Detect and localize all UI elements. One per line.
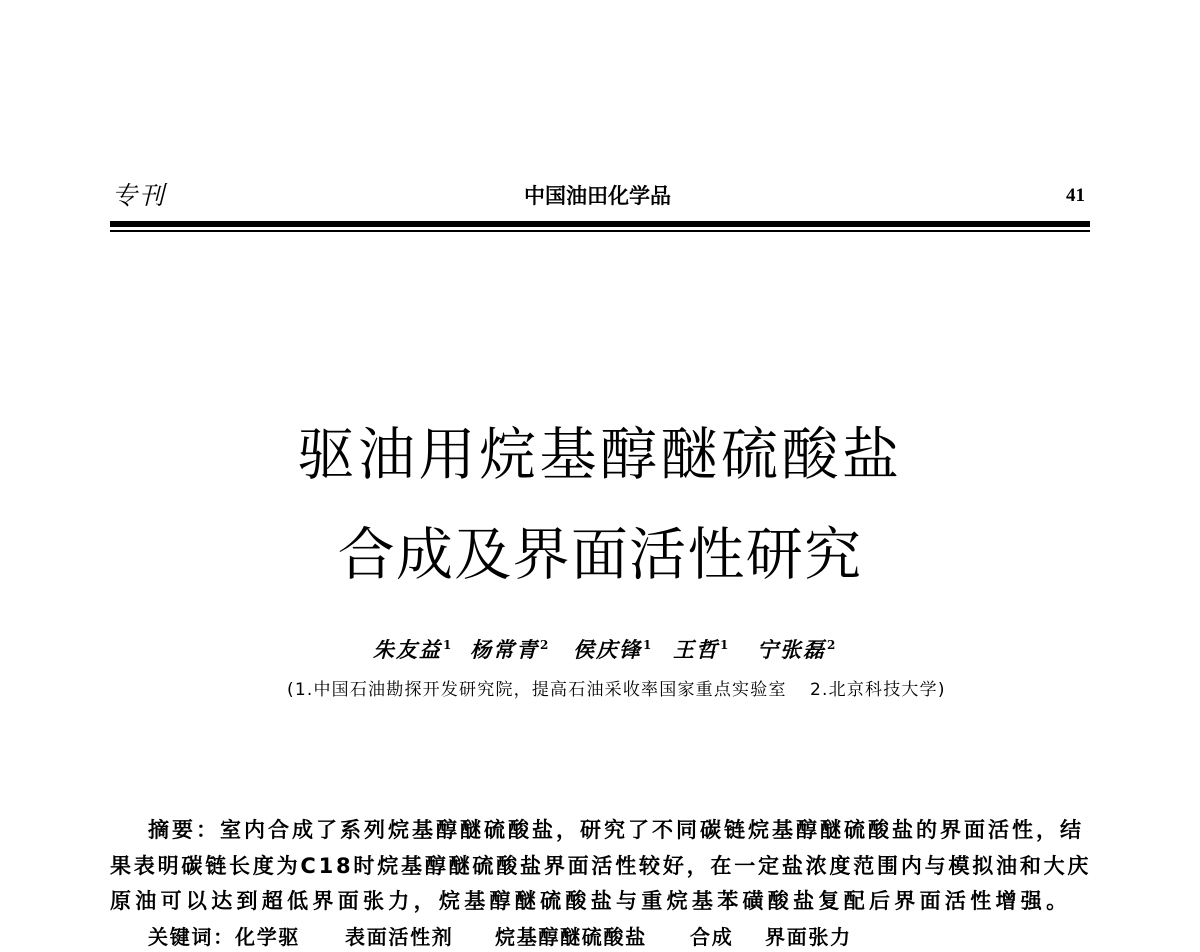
author-name: 王哲 — [673, 637, 719, 662]
author — [373, 637, 451, 666]
abstract-line — [148, 818, 1084, 842]
affiliation-marker: 2 — [827, 638, 836, 652]
affiliation-marker: 1 — [643, 638, 652, 652]
author — [573, 637, 651, 666]
affiliation-part-2: 2.北京科技大学) — [810, 680, 946, 700]
abstract-line: 果表明碳链长度为C18时烷基醇醚硫酸盐界面活性较好，在一定盐浓度范围内与模拟油和大庆 — [110, 854, 1092, 878]
header-rule-thin — [110, 230, 1090, 232]
header-rule-thick — [110, 221, 1090, 227]
running-head-journal: 中国油田化学品 — [524, 184, 671, 208]
keyword: 表面活性剂 — [345, 925, 454, 949]
article-title-line-1: 驱油用烷基醇醚硫酸盐 — [297, 422, 903, 488]
page-number: 41 — [1066, 185, 1085, 206]
keyword: 合成 — [690, 925, 734, 949]
keyword: 烷基醇醚硫酸盐 — [495, 925, 647, 949]
affiliation-marker: 1 — [720, 638, 729, 652]
author-name: 朱友益 — [373, 637, 442, 662]
affiliation-part-1: (1.中国石油勘探开发研究院，提高石油采收率国家重点实验室 — [287, 680, 787, 700]
author — [757, 637, 835, 666]
abstract-line: 原油可以达到超低界面张力，烷基醇醚硫酸盐与重烷基苯磺酸盐复配后界面活性增强。 — [110, 889, 1072, 913]
author-name: 侯庆锋 — [573, 637, 642, 662]
affiliation-marker: 1 — [443, 638, 452, 652]
author-name: 杨常青 — [470, 637, 539, 662]
abstract-label: 摘要： — [148, 818, 220, 842]
author — [470, 637, 548, 666]
keyword: 界面张力 — [765, 925, 852, 949]
author — [673, 637, 728, 666]
article-title-line-2: 合成及界面活性研究 — [337, 522, 863, 588]
affiliation-marker: 2 — [540, 638, 549, 652]
running-head-section: 专刊 — [112, 181, 167, 210]
keyword: 化学驱 — [235, 925, 301, 949]
abstract-text: 室内合成了系列烷基醇醚硫酸盐，研究了不同碳链烷基醇醚硫酸盐的界面活性，结 — [220, 818, 1084, 842]
author-name: 宁张磊 — [757, 637, 826, 662]
keywords-label: 关键词： — [148, 925, 235, 949]
